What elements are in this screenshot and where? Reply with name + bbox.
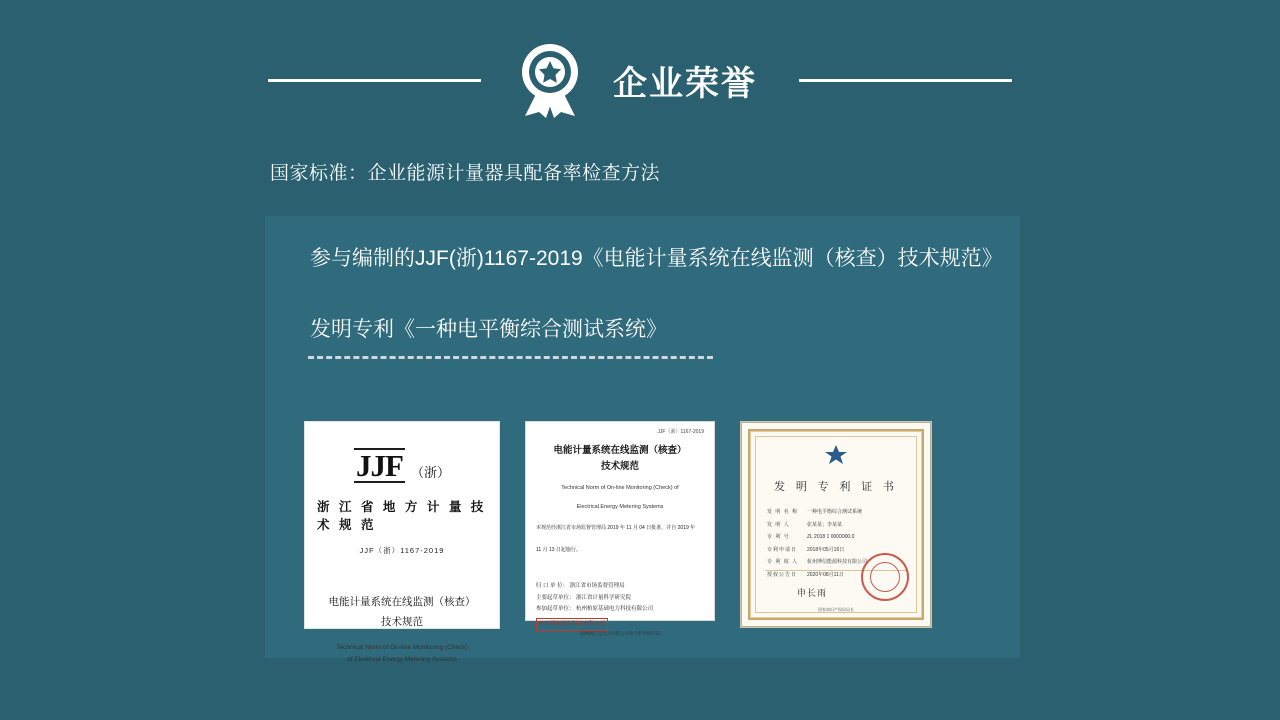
patent-field-value: ZL 2018 1 0000000.0 [807, 534, 855, 540]
header-rule-right [799, 79, 1012, 82]
medal-star-icon [515, 42, 585, 118]
certificate-image-jjf-cover[interactable] [304, 421, 500, 663]
jjf-page-footer: 国网浙江省电力有限公司电力科学研究院 [579, 631, 661, 637]
official-seal-icon [861, 553, 909, 601]
patent-field-value: 杭州博信能源科技有限公司 [807, 559, 868, 565]
dashed-divider [308, 356, 713, 359]
page-title: 企业荣誉 [613, 64, 757, 103]
jjf-page-title-1: 电能计量系统在线监测（核查） [553, 445, 687, 456]
jjf-page-en-1: Technical Norm of On-line Monitoring (Check) of [561, 485, 679, 492]
jjf-page-en-2: Electrical Energy Metering Systems [576, 503, 664, 510]
patent-title: 发 明 专 利 证 书 [774, 481, 898, 493]
jjf-page-code: JJF（浙）1167-2019 [657, 429, 704, 435]
jjf-page-body-2: 11 月 13 日起施行。 [536, 546, 581, 553]
certificate-gallery [304, 421, 984, 663]
jjf-unit-value-1: 浙江省市场监督管理局 [569, 583, 625, 590]
header-rule-left [268, 79, 481, 82]
patent-field-value: 2020年08月11日 [807, 571, 844, 578]
jjf-unit-value-3: 杭州柏原基础电力科技有限公司 [576, 606, 654, 613]
patent-field-key: 专 利 权 人 [767, 559, 799, 565]
patent-field-value: 张某某；李某某 [807, 521, 843, 528]
patent-footer: 国家知识产权局局长 [818, 607, 854, 612]
jjf-unit-label-2: 主要起草单位： [536, 594, 575, 601]
content-panel [265, 216, 1020, 663]
patent-field-key: 专利申请日 [767, 546, 798, 553]
jjf-unit-value-2: 浙江省计量科学研究院 [576, 594, 632, 601]
patent-field-key: 发 明 名 称 [767, 509, 799, 515]
certificate-image-patent[interactable] [740, 421, 932, 628]
patent-field-value: 2018年05月16日 [807, 546, 845, 553]
patent-field-key: 授权公告日 [767, 571, 798, 578]
jjf-logo-text: JJF [356, 448, 403, 483]
patent-field-key: 专 利 号 [767, 534, 790, 540]
panel-line-2: 发明专利《一种电平衡综合测试系统》 [310, 318, 667, 341]
jjf-unit-label-3: 参加起草单位： [536, 606, 575, 613]
jjf-standard-line: 浙 江 省 地 方 计 量 技 术 规 范 [317, 500, 487, 532]
jjf-logo-suffix: （浙） [410, 465, 450, 480]
panel-line-1: 参与编制的JJF(浙)1167-2019《电能计量系统在线监测（核查）技术规范》 [310, 247, 1003, 270]
jjf-title-en-2: of Electrical Energy Metering Systems [347, 655, 457, 663]
jjf-page-units [536, 581, 704, 631]
patent-field-key: 发 明 人 [767, 521, 790, 528]
patent-signature: 申长雨 [797, 588, 828, 598]
subtitle-text: 国家标准：企业能源计量器具配备率检查方法 [270, 163, 661, 184]
jjf-standard-code: JJF（浙）1167-2019 [359, 546, 445, 555]
jjf-unit-label-1: 归 口 单 位： [536, 583, 569, 590]
patent-field-row [767, 506, 907, 519]
jjf-page-title-2: 技术规范 [600, 461, 639, 473]
patent-field-value: 一种电平衡综合测试系统 [807, 509, 863, 515]
certificate-image-jjf-inner-page[interactable] [525, 421, 715, 637]
national-emblem-icon [823, 444, 849, 466]
jjf-page-body-1: 本规范经浙江省市场监督管理局 2019 年 11 月 04 日批准，并自 2019 年 [536, 525, 696, 532]
jjf-logo-block [317, 448, 487, 483]
patent-field-row [767, 531, 907, 544]
patent-field-row [767, 519, 907, 532]
slide-header [0, 40, 1280, 120]
jjf-title-line-1: 电能计量系统在线监测（核查） [328, 596, 476, 608]
jjf-title-en-1: Technical Norm of On-line Monitoring (Check) [336, 643, 468, 651]
jjf-title-line-2: 技术规范 [381, 615, 423, 628]
jjf-unit-highlight: 杭州博信能源科技有限公司 [536, 618, 608, 632]
